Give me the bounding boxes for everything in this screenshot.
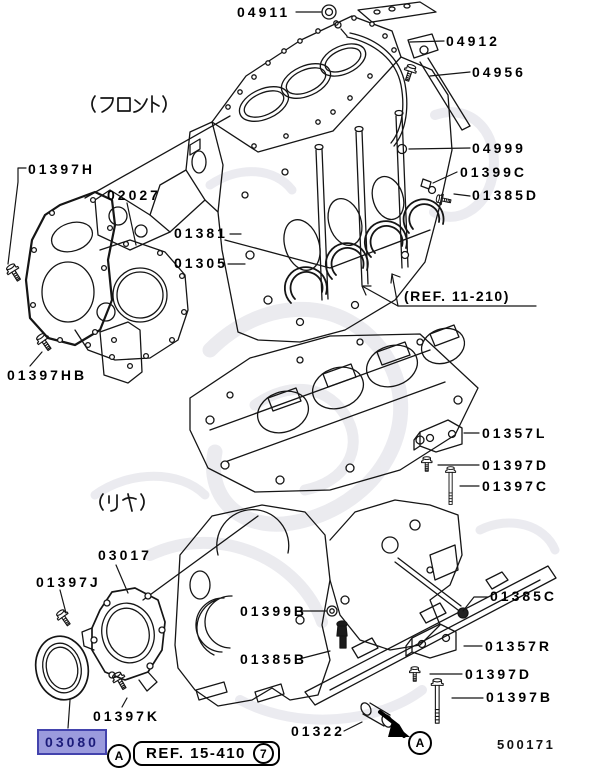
ref-15-410-link[interactable] — [133, 741, 280, 766]
callout-04999[interactable]: 04999 — [472, 140, 526, 156]
ref-page-circle — [253, 743, 274, 764]
rear-seal-group-art — [30, 588, 165, 705]
callout-01397K[interactable]: 01397K — [93, 708, 161, 724]
callout-01385C[interactable]: 01385C — [490, 588, 558, 604]
callout-01397C[interactable]: 01397C — [482, 478, 550, 494]
bracket-left-art — [414, 420, 462, 504]
selected-part-badge[interactable]: 03080 — [37, 729, 107, 755]
callout-04911[interactable]: 04911 — [237, 4, 291, 20]
callout-01357L[interactable]: 01357L — [482, 425, 548, 441]
callout-01397J[interactable]: 01397J — [36, 574, 101, 590]
view-marker-a-footer — [107, 744, 131, 768]
ref-label: REF. 15-410 — [146, 745, 246, 762]
bearing-ref-note[interactable]: (REF. 11-210) — [404, 288, 510, 304]
bedplate-art — [143, 323, 478, 600]
drawing-number: 500171 — [497, 737, 556, 752]
view-marker-a-inline-label: A — [415, 736, 425, 750]
callout-01397H[interactable]: 01397H — [28, 161, 96, 177]
view-marker-a-inline — [408, 731, 432, 755]
callout-01305[interactable]: 01305 — [174, 255, 228, 271]
callout-01381[interactable]: 01381 — [174, 225, 228, 241]
front-case-gasket-art — [4, 116, 230, 383]
callout-01385B[interactable]: 01385B — [240, 651, 308, 667]
callout-03017[interactable]: 03017 — [98, 547, 152, 563]
callout-01397D-upper[interactable]: 01397D — [482, 457, 550, 473]
view-marker-a-footer-label: A — [114, 749, 124, 763]
callout-01357R[interactable]: 01357R — [485, 638, 553, 654]
ref-page-number: 7 — [260, 746, 267, 761]
callout-01385D[interactable]: 01385D — [472, 187, 540, 203]
callout-01397D-lower[interactable]: 01397D — [465, 666, 533, 682]
rear-view-caption — [95, 492, 155, 508]
front-view-caption — [86, 94, 176, 110]
callout-02027[interactable]: 02027 — [107, 187, 161, 203]
callout-04912[interactable]: 04912 — [446, 33, 500, 49]
callout-01399B[interactable]: 01399B — [240, 603, 308, 619]
callout-01322[interactable]: 01322 — [291, 723, 345, 739]
callout-01397B[interactable]: 01397B — [486, 689, 554, 705]
callout-04956[interactable]: 04956 — [472, 64, 526, 80]
callout-01397HB[interactable]: 01397HB — [7, 367, 88, 383]
callout-01399C[interactable]: 01399C — [460, 164, 528, 180]
